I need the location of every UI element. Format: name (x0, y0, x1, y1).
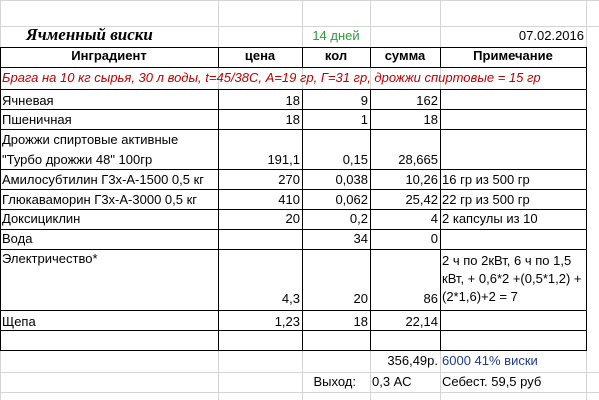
row-note[interactable]: 16 гр из 500 гр (442, 172, 530, 187)
row-qty[interactable]: 0,2 (349, 211, 368, 226)
row-name[interactable]: Пшеничная (2, 112, 72, 127)
table-border (0, 109, 587, 110)
table-border (0, 249, 587, 250)
row-note[interactable]: 2 капсулы из 10 (442, 211, 538, 226)
row-sum[interactable]: 10,26 (405, 172, 438, 187)
table-border (440, 89, 441, 351)
header-ingredient[interactable]: Инградиент (71, 48, 147, 63)
row-qty[interactable]: 34 (353, 231, 368, 246)
gridline (0, 372, 599, 373)
table-border (218, 89, 219, 351)
row-qty[interactable]: 1 (360, 112, 368, 127)
description-cell[interactable]: Брага на 10 кг сырья, 30 л воды, t=45/38С, А=19 гр, Г=31 гр, дрожжи спиртовые = 15 гр (2, 70, 541, 85)
gridline (0, 392, 599, 393)
row-name[interactable]: Глюкаваморин Г3х-А-3000 0,5 кг (2, 192, 198, 207)
row-sum[interactable]: 86 (423, 291, 438, 306)
row-note[interactable] (440, 112, 586, 128)
row-name[interactable]: Щепа (2, 314, 36, 329)
row-note[interactable]: 2 ч по 2кВт, 6 ч по 1,5 кВт, + 0,6*2 +(0,5*1,2) +(2*1,6)+2 = 7 (442, 253, 582, 304)
row-sum[interactable]: 28,665 (398, 152, 438, 167)
total-sum[interactable]: 356,49р. (387, 353, 438, 368)
row-name[interactable]: Электричество* (2, 251, 98, 266)
row-price[interactable]: 270 (278, 172, 300, 187)
date-cell[interactable]: 07.02.2016 (518, 28, 584, 43)
row-name-line2[interactable]: "Турбо дрожжи 48" 100гр (2, 152, 153, 167)
row-name[interactable]: Вода (2, 231, 33, 246)
row-note[interactable]: 22 гр из 500 гр (442, 192, 530, 207)
sheet-title[interactable]: Ячменный виски (26, 25, 153, 44)
gridline (0, 0, 599, 1)
row-price[interactable]: 1,23 (274, 314, 300, 329)
row-qty[interactable]: 0,062 (335, 192, 368, 207)
row-price[interactable]: 410 (278, 192, 300, 207)
row-sum[interactable]: 25,42 (405, 192, 438, 207)
row-qty[interactable]: 0,15 (342, 152, 368, 167)
row-price[interactable]: 191,1 (267, 152, 300, 167)
header-price[interactable]: цена (244, 48, 276, 63)
row-qty[interactable]: 0,038 (335, 172, 368, 187)
table-border (370, 89, 371, 351)
row-name[interactable]: Доксициклин (2, 211, 81, 226)
row-name[interactable]: Ячневая (2, 93, 54, 108)
row-note[interactable] (440, 93, 586, 109)
row-sum[interactable]: 22,14 (405, 314, 438, 329)
row-note[interactable] (440, 152, 586, 168)
table-border (440, 47, 441, 68)
row-qty[interactable]: 9 (360, 93, 368, 108)
totals-note[interactable]: 6000 41% виски (442, 353, 538, 368)
table-border (0, 330, 587, 331)
table-border (302, 47, 303, 68)
table-border (370, 47, 371, 68)
table-border (0, 47, 587, 48)
table-border (0, 89, 587, 90)
row-note[interactable] (440, 314, 586, 330)
row-name[interactable]: Дрожжи спиртовые активные (2, 132, 179, 147)
days-cell[interactable]: 14 дней (312, 28, 360, 43)
row-sum[interactable]: 18 (423, 112, 438, 127)
row-price[interactable]: 18 (285, 112, 300, 127)
row-qty[interactable]: 18 (353, 314, 368, 329)
header-qty[interactable]: кол (324, 48, 348, 63)
yield-label[interactable]: Выход: (313, 374, 356, 389)
table-border (0, 310, 587, 311)
table-border (0, 67, 587, 68)
table-border (0, 229, 587, 230)
row-price[interactable]: 4,3 (281, 291, 300, 306)
row-sum[interactable]: 162 (416, 93, 438, 108)
row-price[interactable]: 18 (285, 93, 300, 108)
header-note[interactable]: Примечание (473, 48, 553, 63)
table-border (0, 189, 587, 190)
table-border (586, 47, 587, 351)
row-sum[interactable]: 0 (430, 231, 438, 246)
table-border (0, 169, 587, 170)
row-sum[interactable]: 4 (430, 211, 438, 226)
row-name[interactable]: Амилосубтилин Г3х-А-1500 0,5 кг (2, 172, 205, 187)
yield-value[interactable]: 0,3 АС (372, 374, 412, 389)
table-border (218, 47, 219, 68)
table-border (0, 350, 587, 351)
table-border (0, 209, 587, 210)
header-sum[interactable]: сумма (384, 48, 426, 63)
row-price[interactable]: 20 (285, 211, 300, 226)
row-note[interactable] (440, 231, 586, 247)
table-border (0, 47, 1, 351)
table-border (0, 129, 587, 130)
row-qty[interactable]: 20 (353, 291, 368, 306)
cost-cell[interactable]: Себест. 59,5 руб (442, 374, 542, 389)
row-price[interactable] (218, 231, 302, 247)
table-border (302, 89, 303, 351)
